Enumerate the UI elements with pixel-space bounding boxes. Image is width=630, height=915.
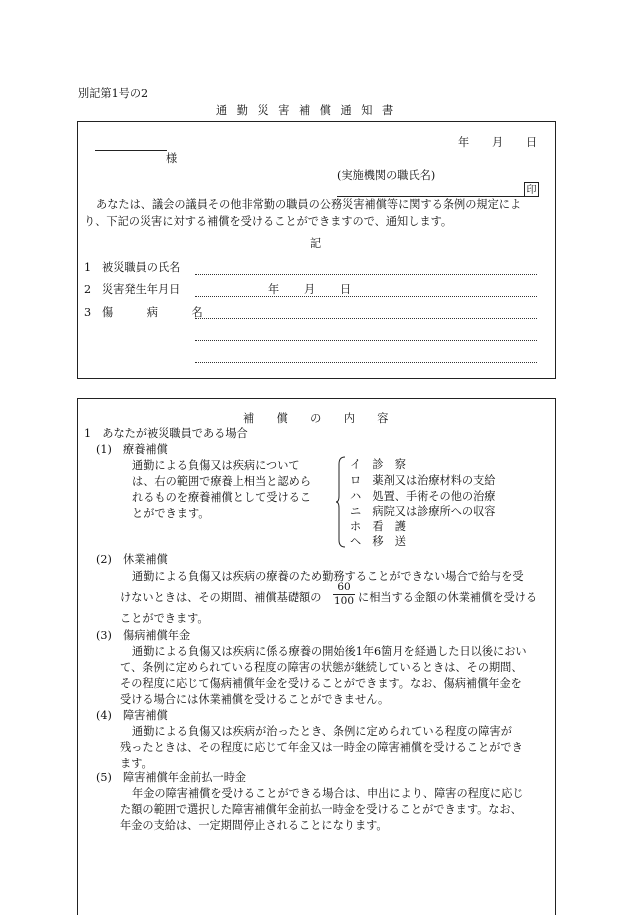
s1-list-item-2: ロ 薬剤又は治療材料の支給: [350, 474, 496, 487]
document-title: 通 勤 災 害 補 償 通 知 書: [216, 104, 397, 117]
s3-line-3: その程度に応じて傷病補償年金を受けることができます。なお、傷病補償年金を: [120, 677, 522, 690]
s2-fraction-denominator: 100: [333, 594, 355, 607]
s1-list-item-1: イ 診 察: [350, 458, 406, 471]
form-number: 別記第1号の2: [78, 87, 149, 100]
s3-line-1: 通勤による負傷又は疾病に係る療養の開始後1年6箇月を経過した日以後におい: [132, 645, 527, 658]
s5-line-2: た額の範囲で選択した障害補償年金前払一時金を受けることができます。なお、: [120, 803, 522, 816]
s2-line-1: 通勤による負傷又は疾病の療養のため勤務することができない場合で給与を受: [132, 570, 524, 583]
s1-list-item-4: ニ 病院又は診療所への収容: [350, 505, 496, 518]
item2-label: 災害発生年月日: [102, 283, 181, 296]
item2-number: 2: [84, 283, 92, 296]
s1-line-4: とができます。: [132, 507, 210, 520]
section1-heading: 1 あなたが被災職員である場合: [84, 427, 248, 440]
institution-label: (実施機関の職氏名): [337, 169, 436, 182]
s1-title: (1) 療養補償: [96, 443, 168, 456]
item2-day: 日: [340, 283, 352, 296]
item3-fill-line: [195, 318, 537, 319]
item1-number: 1: [84, 261, 92, 274]
s5-line-3: 年金の支給は、一定期間停止されることになります。: [120, 819, 388, 832]
item3-label: 傷 病 名: [102, 306, 203, 319]
s2-line-3: ことができます。: [120, 612, 209, 625]
item2-year: 年: [268, 283, 280, 296]
s1-list-item-6: ヘ 移 送: [350, 535, 406, 548]
date-month: 月: [492, 136, 504, 149]
s3-line-4: 受ける場合には休業補償を受けることができません。: [120, 693, 390, 706]
date-year: 年: [458, 136, 470, 149]
s4-line-1: 通勤による負傷又は疾病が治ったとき、条例に定められている程度の障害が: [132, 725, 512, 738]
item3-fill-line-3: [195, 362, 537, 363]
item3-fill-line-2: [195, 340, 537, 341]
s3-title: (3) 傷病補償年金: [96, 629, 191, 642]
s2-fraction: [333, 582, 355, 606]
s2-title: (2) 休業補償: [96, 553, 168, 566]
s1-brace: [336, 456, 346, 548]
s1-line-2: は、右の範囲で療養上相当と認めら: [132, 475, 312, 488]
notice-body-line2: り、下記の災害に対する補償を受けることができますので、通知します。: [84, 215, 453, 228]
item2-fill-line: [195, 296, 537, 297]
addressee-line: [95, 150, 167, 151]
s1-line-1: 通勤による負傷又は疾病について: [132, 459, 300, 472]
s2-fraction-numerator: 60: [337, 581, 351, 593]
ki-heading: 記: [310, 237, 322, 250]
date-day: 日: [526, 136, 538, 149]
s4-line-3: ます。: [120, 757, 153, 770]
s4-title: (4) 障害補償: [96, 709, 168, 722]
item1-label: 被災職員の氏名: [102, 261, 181, 274]
item1-fill-line: [195, 274, 537, 275]
seal-mark: 印: [524, 182, 539, 197]
s1-list-item-3: ハ 処置、手術その他の治療: [350, 490, 496, 503]
institution-line: [337, 196, 525, 197]
item3-number: 3: [84, 306, 92, 319]
addressee-suffix: 様: [166, 152, 178, 165]
s5-title: (5) 障害補償年金前払一時金: [96, 771, 247, 784]
s1-line-3: れるものを療養補償として受けるこ: [132, 491, 312, 504]
s3-line-2: て、条例に定められている程度の障害の状態が継続しているときは、その期間、: [120, 661, 523, 674]
s2-line-2b: に相当する金額の休業補償を受ける: [358, 591, 538, 604]
s2-line-2a: けないときは、その期間、補償基礎額の: [120, 591, 322, 604]
notice-body-line1: あなたは、議会の議員その他非常勤の職員の公務災害補償等に関する条例の規定によ: [96, 198, 522, 211]
s5-line-1: 年金の障害補償を受けることができる場合は、申出により、障害の程度に応じ: [132, 787, 524, 800]
item2-month: 月: [304, 283, 316, 296]
s4-line-2: 残ったときは、その程度に応じて年金又は一時金の障害補償を受けることができ: [120, 741, 523, 754]
content-heading: 補 償 の 内 容: [243, 412, 389, 425]
s1-list-item-5: ホ 看 護: [350, 520, 406, 533]
